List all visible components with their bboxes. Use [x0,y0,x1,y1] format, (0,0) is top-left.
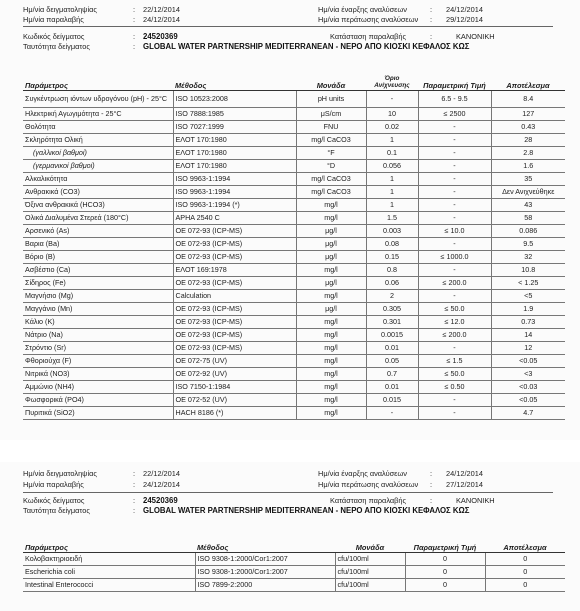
sampling-date-value: 22/12/2014 [143,5,180,14]
table-row: Συγκέντρωση ιόντων υδρογόνου (pH) - 25°C ISO 10523:2008 pH units - 6.5 - 9.5 8.4 [23,90,565,107]
table-row: Αλκαλικότητα ISO 9963-1:1994 mg/l CaCO3 1 - 35 [23,172,565,185]
sample-code-label: Κωδικός δείγματος [23,32,85,41]
analysis-end-value: 29/12/2014 [446,15,483,24]
sampling-date-value: 22/12/2014 [143,469,180,478]
chemical-results-table [23,68,565,420]
table-row: Μαγνήσιο (Mg) Calculation mg/l 2 - <5 [23,289,565,302]
receipt-status-value: ΚΑΝΟΝΙΚΗ [456,32,495,41]
analysis-start-label: Ημ/νία έναρξης αναλύσεων [318,469,407,478]
col-parametric-value: Παραμετρική Τιμή [405,538,485,552]
report-page-chemical: Ημ/νία δειγματοληψίας : 22/12/2014 Ημ/νία έναρξης αναλύσεων : 24/12/2014 Ημ/νία παραλαβής : 24/12/2014 Ημ/νία περάτωσης αναλύσεων : 29/12/2014 Κωδικός δείγματος : 24520369 Κατάσταση παραλαβής : ΚΑΝΟΝΙΚΗ Ταυτότητα δείγματος : GLOBAL WATER PARTNERSHIP MEDITERRANEAN - ΝΕΡΟ ΑΠΟ ΚΙΟΣΚΙ ΚΕΦΑΛΟΣ ΚΩΣ Παράμετρος Μέθοδος Μονάδα Όριο Ανίχνευσης Παραμετρική Τιμή Αποτέλεσμα Συγκέντρωση ιόντων υδρογόνου (pH) - 25°C ISO 10523:2008 pH units - 6.5 - 9.5 8.4 Ηλεκτρική Αγωγιμότητα - 25°C ISO 7888:1985 μS/cm 10 ≤ 2500 127 Θολότητα ISO 7027:1999 FNU 0.02 - 0.43 Σκληρότητα Ολική ΕΛΟΤ 170:1980 mg/l CaCO3 1 - 28 (γαλλικοί βαθμοί) ΕΛΟΤ 170:1980 °F 0.1 - 2.8 (γερμανικοί βαθμοί) ΕΛΟΤ 170:1980 °D 0.056 - 1.6 Αλκαλικότητα ISO 9963-1:1994 mg/l CaCO3 1 - 35 Ανθρακικά (CO3) ISO 9963-1:1994 mg/l CaCO3 1 - Δεν Ανιχνεύθηκε Όξινα ανθρακικά (HCO3) ISO 9963-1:1994 (*) mg/l 1 - 43 Ολικά Διαλυμένα Στερεά (180°C) APHA 2540 C mg/l 1.5 - 58 Αρσενικό (As) OE 072-93 (ICP-MS) μg/l 0.003 ≤ 10.0 0.086 Βαρια (Ba) OE 072-93 (ICP-MS) μg/l 0.08 - 9.5 Βόριο (B) OE 072-93 (ICP-MS) μg/l 0.15 ≤ 1000.0 32 Ασβέστιο (Ca) ΕΛΟΤ 169:1978 mg/l 0.8 - 10.8 Σίδηρος (Fe) OE 072-93 (ICP-MS) μg/l 0.06 ≤ 200.0 < 1.25 Μαγνήσιο (Mg) Calculation mg/l 2 - <5 Μαγγάνιο (Mn) OE 072-93 (ICP-MS) μg/l 0.305 ≤ 50.0 1.9 Κάλιο (K) OE 072-93 (ICP-MS) mg/l 0.301 ≤ 12.0 0.73 Νάτριο (Na) OE 072-93 (ICP-MS) mg/l 0.0015 ≤ 200.0 14 Στρόντιο (Sr) OE 072-93 (ICP-MS) mg/l 0.01 - 12 Φθοριούχα (F) OE 072-75 (UV) mg/l 0.05 ≤ 1.5 <0.05 Νιτρικά (NO3) OE 072-92 (UV) mg/l 0.7 ≤ 50.0 <3 Αμμώνιο (NH4) ISO 7150-1:1984 mg/l 0.01 ≤ 0.50 <0.03 Φωσφορικά (PO4) OE 072-52 (UV) mg/l 0.015 - <0.05 Πυριτικά (SiO2) HACH 8186 (*) mg/l - - 4.7 [0,0,580,440]
receipt-date-label: Ημ/νία παραλαβής [23,480,84,489]
report-page-microbiological: Ημ/νία δειγματοληψίας : 22/12/2014 Ημ/νία έναρξης αναλύσεων : 24/12/2014 Ημ/νία παραλαβής : 24/12/2014 Ημ/νία περάτωσης αναλύσεων : 27/12/2014 Κωδικός δείγματος : 24520369 Κατάσταση παραλαβής : ΚΑΝΟΝΙΚΗ Ταυτότητα δείγματος : GLOBAL WATER PARTNERSHIP MEDITERRANEAN - ΝΕΡΟ ΑΠΟ ΚΙΟΣΚΙ ΚΕΦΑΛΟΣ ΚΩΣ Παράμετρος Μέθοδος Μονάδα Παραμετρική Τιμή Αποτέλεσμα Κολοβακτηριοειδή ISO 9308-1:2000/Cor1:2007 cfu/100ml 0 0 Escherichia coli ISO 9308-1:2000/Cor1:2007 cfu/100ml 0 0 Intestinal Enterococci ISO 7899-2:2000 cfu/100ml 0 0 [0,462,580,611]
col-parameter: Παράμετρος [23,538,195,552]
table-row: Βόριο (B) OE 072-93 (ICP-MS) μg/l 0.15 ≤ 1000.0 32 [23,250,565,263]
col-method: Μέθοδος [195,538,335,552]
sample-code-value: 24520369 [143,32,178,41]
col-parameter: Παράμετρος [23,68,173,90]
table-row: Στρόντιο (Sr) OE 072-93 (ICP-MS) mg/l 0.01 - 12 [23,341,565,354]
table-row: Νάτριο (Na) OE 072-93 (ICP-MS) mg/l 0.0015 ≤ 200.0 14 [23,328,565,341]
sample-identity-label: Ταυτότητα δείγματος [23,42,90,51]
header-divider [23,26,553,27]
table-row: (γερμανικοί βαθμοί) ΕΛΟΤ 170:1980 °D 0.056 - 1.6 [23,159,565,172]
sampling-date-label: Ημ/νία δειγματοληψίας [23,5,97,14]
col-detection-limit: Όριο Ανίχνευσης [366,68,418,90]
microbiological-results-table [23,538,565,592]
table-row: Μαγγάνιο (Mn) OE 072-93 (ICP-MS) μg/l 0.305 ≤ 50.0 1.9 [23,302,565,315]
table-row: Ασβέστιο (Ca) ΕΛΟΤ 169:1978 mg/l 0.8 - 10.8 [23,263,565,276]
receipt-status-value: ΚΑΝΟΝΙΚΗ [456,496,495,505]
table-row: Αμμώνιο (NH4) ISO 7150-1:1984 mg/l 0.01 ≤ 0.50 <0.03 [23,380,565,393]
sample-code-value: 24520369 [143,496,178,505]
sample-identity-value: GLOBAL WATER PARTNERSHIP MEDITERRANEAN - ΝΕΡΟ ΑΠΟ ΚΙΟΣΚΙ ΚΕΦΑΛΟΣ ΚΩΣ [143,42,470,51]
table-row: Βαρια (Ba) OE 072-93 (ICP-MS) μg/l 0.08 - 9.5 [23,237,565,250]
table-row: Θολότητα ISO 7027:1999 FNU 0.02 - 0.43 [23,120,565,133]
table-row: Κάλιο (K) OE 072-93 (ICP-MS) mg/l 0.301 ≤ 12.0 0.73 [23,315,565,328]
table-row: Αρσενικό (As) OE 072-93 (ICP-MS) μg/l 0.003 ≤ 10.0 0.086 [23,224,565,237]
sampling-date-label: Ημ/νία δειγματοληψίας [23,469,97,478]
table-row: Φθοριούχα (F) OE 072-75 (UV) mg/l 0.05 ≤ 1.5 <0.05 [23,354,565,367]
table-row: Σίδηρος (Fe) OE 072-93 (ICP-MS) μg/l 0.06 ≤ 200.0 < 1.25 [23,276,565,289]
table-row: Νιτρικά (NO3) OE 072-92 (UV) mg/l 0.7 ≤ 50.0 <3 [23,367,565,380]
table-row: Ολικά Διαλυμένα Στερεά (180°C) APHA 2540 C mg/l 1.5 - 58 [23,211,565,224]
sample-identity-value: GLOBAL WATER PARTNERSHIP MEDITERRANEAN - ΝΕΡΟ ΑΠΟ ΚΙΟΣΚΙ ΚΕΦΑΛΟΣ ΚΩΣ [143,506,470,515]
header-divider [23,492,553,493]
col-result: Αποτέλεσμα [491,68,565,90]
table-row: Ανθρακικά (CO3) ISO 9963-1:1994 mg/l CaCO3 1 - Δεν Ανιχνεύθηκε [23,185,565,198]
sample-identity-label: Ταυτότητα δείγματος [23,506,90,515]
analysis-end-value: 27/12/2014 [446,480,483,489]
table-row: Φωσφορικά (PO4) OE 072-52 (UV) mg/l 0.015 - <0.05 [23,393,565,406]
table-row: Σκληρότητα Ολική ΕΛΟΤ 170:1980 mg/l CaCO3 1 - 28 [23,133,565,146]
receipt-date-value: 24/12/2014 [143,480,180,489]
receipt-status-label: Κατάσταση παραλαβής [330,32,407,41]
analysis-start-label: Ημ/νία έναρξης αναλύσεων [318,5,407,14]
table-row: (γαλλικοί βαθμοί) ΕΛΟΤ 170:1980 °F 0.1 - 2.8 [23,146,565,159]
receipt-date-label: Ημ/νία παραλαβής [23,15,84,24]
analysis-end-label: Ημ/νία περάτωσης αναλύσεων [318,15,419,24]
table-row: Escherichia coli ISO 9308-1:2000/Cor1:2007 cfu/100ml 0 0 [23,565,565,578]
table-row: Κολοβακτηριοειδή ISO 9308-1:2000/Cor1:2007 cfu/100ml 0 0 [23,552,565,565]
sample-code-label: Κωδικός δείγματος [23,496,85,505]
table-row: Intestinal Enterococci ISO 7899-2:2000 cfu/100ml 0 0 [23,578,565,591]
col-parametric-value: Παραμετρική Τιμή [418,68,491,90]
page-gap [0,440,580,462]
analysis-start-value: 24/12/2014 [446,5,483,14]
table-row: Πυριτικά (SiO2) HACH 8186 (*) mg/l - - 4.7 [23,406,565,419]
analysis-start-value: 24/12/2014 [446,469,483,478]
col-method: Μέθοδος [173,68,296,90]
col-unit: Μονάδα [335,538,405,552]
table-row: Ηλεκτρική Αγωγιμότητα - 25°C ISO 7888:1985 μS/cm 10 ≤ 2500 127 [23,107,565,120]
col-result: Αποτέλεσμα [485,538,565,552]
col-unit: Μονάδα [296,68,366,90]
analysis-end-label: Ημ/νία περάτωσης αναλύσεων [318,480,419,489]
table-row: Όξινα ανθρακικά (HCO3) ISO 9963-1:1994 (*) mg/l 1 - 43 [23,198,565,211]
receipt-status-label: Κατάσταση παραλαβής [330,496,407,505]
receipt-date-value: 24/12/2014 [143,15,180,24]
